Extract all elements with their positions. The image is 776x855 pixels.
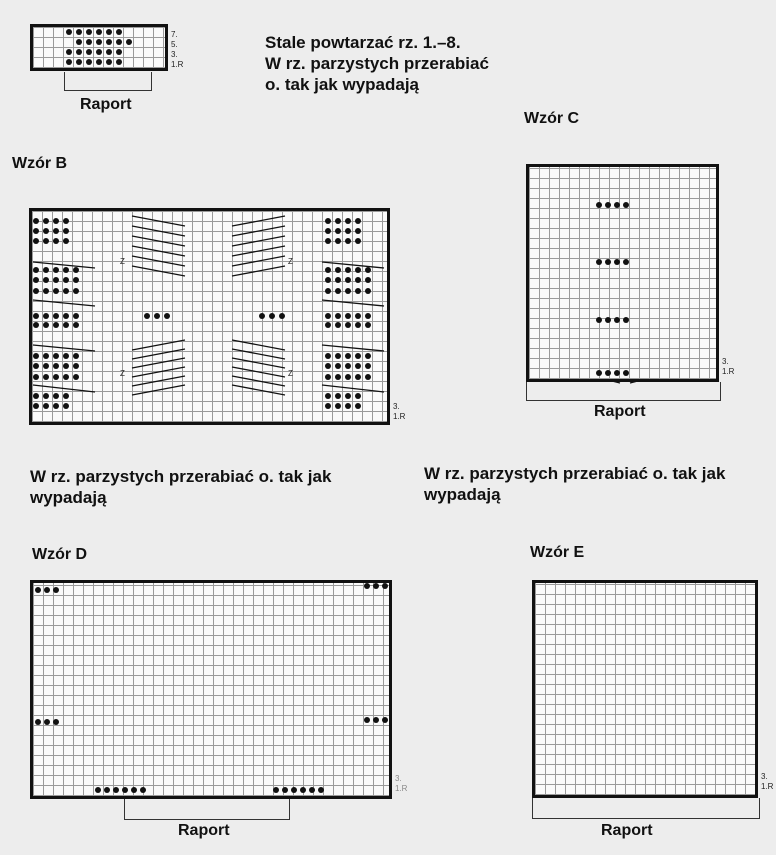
chart-b-z-mark-4: Z xyxy=(288,369,293,378)
chart-d-dot xyxy=(318,787,324,793)
chart-b-dot xyxy=(269,313,275,319)
chart-b-dot xyxy=(345,288,351,294)
cable-stroke xyxy=(33,385,95,392)
chart-b-dot xyxy=(335,277,341,283)
chart-b-dot xyxy=(345,393,351,399)
chart-a-row-label-5: 5. xyxy=(171,40,178,49)
chart-b-dot xyxy=(43,403,49,409)
chart-d-dot xyxy=(373,717,379,723)
chart-d-dot xyxy=(382,717,388,723)
cable-stroke xyxy=(232,216,285,226)
chart-c-dot xyxy=(596,202,602,208)
chart-d-dot xyxy=(131,787,137,793)
chart-b-dot xyxy=(325,228,331,234)
chart-b-dot xyxy=(43,322,49,328)
chart-a-dot xyxy=(76,29,82,35)
chart-b-dot xyxy=(325,374,331,380)
chart-b-dot xyxy=(73,353,79,359)
chart-b-dot xyxy=(63,393,69,399)
chart-b-dot xyxy=(325,313,331,319)
chart-c-raport-bracket xyxy=(526,382,721,401)
chart-b-z-mark-1: Z xyxy=(120,257,125,266)
chart-a-note-line-1: Stale powtarzać rz. 1.–8. xyxy=(265,33,461,52)
chart-e-row-label-1r: 1.R xyxy=(761,782,774,791)
chart-b-dot xyxy=(355,374,361,380)
chart-b-dot xyxy=(365,288,371,294)
chart-e-row-label-3: 3. xyxy=(761,772,768,781)
chart-b-dot xyxy=(33,403,39,409)
chart-a-dot xyxy=(76,49,82,55)
chart-b-dot xyxy=(63,403,69,409)
chart-c-dot xyxy=(596,259,602,265)
chart-b-dot xyxy=(43,218,49,224)
chart-c-raport-label: Raport xyxy=(594,403,646,420)
chart-b-dot xyxy=(335,374,341,380)
chart-b-note: W rz. parzystych przerabiać o. tak jak wypadają xyxy=(30,467,332,507)
chart-a-dot xyxy=(116,39,122,45)
chart-b-dot xyxy=(33,393,39,399)
chart-b-dot xyxy=(335,363,341,369)
chart-a-row-label-7: 7. xyxy=(171,30,178,39)
chart-c-dot xyxy=(623,317,629,323)
chart-c-note-line-2: wypadają xyxy=(424,485,501,504)
chart-b-dot xyxy=(43,353,49,359)
chart-b-dot xyxy=(63,267,69,273)
chart-b-dot xyxy=(355,363,361,369)
chart-b-dot xyxy=(33,322,39,328)
chart-b-dot xyxy=(33,218,39,224)
chart-b-dot xyxy=(355,218,361,224)
chart-b-dot xyxy=(73,277,79,283)
chart-b-dot xyxy=(73,363,79,369)
chart-e-raport-label: Raport xyxy=(601,822,653,839)
chart-b-dot xyxy=(33,228,39,234)
chart-b-dot xyxy=(355,353,361,359)
chart-b-dot xyxy=(365,363,371,369)
chart-d-raport-label: Raport xyxy=(178,822,230,839)
chart-b-dot xyxy=(33,353,39,359)
chart-b-dot xyxy=(335,313,341,319)
chart-b-dot xyxy=(53,288,59,294)
chart-a-dot xyxy=(86,29,92,35)
cable-stroke xyxy=(232,385,285,395)
chart-b-dot xyxy=(355,228,361,234)
chart-b-dot xyxy=(53,322,59,328)
chart-c-dot xyxy=(623,202,629,208)
cable-stroke xyxy=(232,246,285,256)
cable-stroke xyxy=(322,345,384,351)
chart-a-dot xyxy=(96,29,102,35)
chart-b-dot xyxy=(154,313,160,319)
chart-b-dot xyxy=(63,228,69,234)
chart-a-dot xyxy=(106,59,112,65)
chart-b-z-mark-3: Z xyxy=(120,369,125,378)
chart-d-dot xyxy=(53,719,59,725)
chart-d-dot xyxy=(382,583,388,589)
chart-b-dot xyxy=(355,277,361,283)
chart-b-dot xyxy=(43,267,49,273)
chart-c-dot xyxy=(614,202,620,208)
chart-b-dot xyxy=(53,267,59,273)
chart-c-dot xyxy=(614,370,620,376)
chart-b-dot xyxy=(73,374,79,380)
chart-b-dot xyxy=(63,218,69,224)
chart-b-dot xyxy=(63,374,69,380)
chart-b-dot xyxy=(345,218,351,224)
chart-b-dot xyxy=(365,277,371,283)
chart-c-dot xyxy=(605,259,611,265)
chart-b-dot xyxy=(63,353,69,359)
chart-b-dot xyxy=(325,288,331,294)
chart-b-dot xyxy=(335,218,341,224)
chart-d-dot xyxy=(291,787,297,793)
chart-b-dot xyxy=(335,393,341,399)
chart-b-dot xyxy=(355,267,361,273)
cable-stroke xyxy=(232,376,285,386)
chart-b-dot xyxy=(43,228,49,234)
chart-b-dot xyxy=(335,267,341,273)
chart-a-dot xyxy=(96,59,102,65)
chart-a-dot xyxy=(116,29,122,35)
chart-b-dot xyxy=(335,228,341,234)
chart-b-dot xyxy=(345,313,351,319)
chart-d-dot xyxy=(44,719,50,725)
chart-a-dot xyxy=(96,49,102,55)
chart-d-dot xyxy=(95,787,101,793)
chart-b-dot xyxy=(144,313,150,319)
chart-a-dot xyxy=(86,49,92,55)
cable-stroke xyxy=(33,300,95,306)
chart-b-row-label-1r: 1.R xyxy=(393,412,406,421)
chart-b-dot xyxy=(325,403,331,409)
chart-d-dot xyxy=(53,587,59,593)
chart-b-dot xyxy=(53,403,59,409)
chart-d-dot xyxy=(104,787,110,793)
chart-b-dot xyxy=(345,238,351,244)
chart-c-dot xyxy=(623,259,629,265)
chart-b-dot xyxy=(365,374,371,380)
chart-d-dot xyxy=(300,787,306,793)
chart-b-dot xyxy=(33,374,39,380)
chart-b-dot xyxy=(325,353,331,359)
chart-a-note-line-2: W rz. parzystych przerabiać xyxy=(265,54,489,73)
chart-a-dot xyxy=(116,49,122,55)
chart-b-dot xyxy=(33,288,39,294)
chart-c-title: Wzór C xyxy=(524,110,580,127)
chart-c-dot xyxy=(605,202,611,208)
chart-a-dot xyxy=(126,39,132,45)
chart-d-dot xyxy=(113,787,119,793)
chart-b-dot xyxy=(355,393,361,399)
chart-b-dot xyxy=(43,393,49,399)
chart-b-dot xyxy=(33,267,39,273)
chart-b-dot xyxy=(335,322,341,328)
chart-b-dot xyxy=(53,313,59,319)
chart-b-dot xyxy=(33,363,39,369)
chart-b-dot xyxy=(43,313,49,319)
chart-b-dot xyxy=(365,313,371,319)
cable-stroke xyxy=(132,385,185,395)
chart-a-raport-label: Raport xyxy=(80,96,132,113)
chart-b-dot xyxy=(33,313,39,319)
chart-a-dot xyxy=(96,39,102,45)
chart-e-grid xyxy=(532,580,758,798)
chart-d-dot xyxy=(364,717,370,723)
chart-b-dot xyxy=(63,277,69,283)
chart-b-dot xyxy=(345,363,351,369)
chart-b-dot xyxy=(365,267,371,273)
chart-b-dot xyxy=(325,218,331,224)
chart-b-dot xyxy=(325,238,331,244)
chart-a-row-label-1r: 1.R xyxy=(171,60,184,69)
chart-b-dot xyxy=(53,277,59,283)
chart-a-dot xyxy=(116,59,122,65)
chart-c-grid xyxy=(526,164,719,382)
chart-a-dot xyxy=(66,49,72,55)
cable-stroke xyxy=(132,349,185,359)
chart-d-dot xyxy=(282,787,288,793)
chart-b-dot xyxy=(345,322,351,328)
chart-d-dot xyxy=(44,587,50,593)
chart-b-dot xyxy=(73,322,79,328)
cable-stroke xyxy=(322,300,384,306)
chart-d-dot xyxy=(364,583,370,589)
chart-a-dot xyxy=(86,59,92,65)
chart-b-dot xyxy=(164,313,170,319)
cable-stroke xyxy=(232,349,285,359)
chart-c-dot xyxy=(623,370,629,376)
chart-b-dot xyxy=(43,277,49,283)
chart-b-dot xyxy=(73,267,79,273)
chart-d-row-label-1r: 1.R xyxy=(395,784,408,793)
chart-b-dot xyxy=(355,238,361,244)
chart-d-dot xyxy=(140,787,146,793)
chart-b-dot xyxy=(63,313,69,319)
chart-b-dot xyxy=(63,322,69,328)
chart-d-grid xyxy=(30,580,392,799)
cable-stroke xyxy=(232,226,285,236)
chart-d-dot xyxy=(309,787,315,793)
chart-c-dot xyxy=(596,317,602,323)
chart-b-dot xyxy=(335,403,341,409)
chart-b-dot xyxy=(43,374,49,380)
cable-stroke xyxy=(232,236,285,246)
chart-b-dot xyxy=(365,322,371,328)
chart-b-dot xyxy=(345,403,351,409)
chart-b-dot xyxy=(53,353,59,359)
cable-stroke xyxy=(232,367,285,377)
cable-stroke xyxy=(132,256,185,266)
cable-stroke xyxy=(322,385,384,392)
chart-b-title: Wzór B xyxy=(12,155,68,172)
chart-c-row-label-1r: 1.R xyxy=(722,367,735,376)
chart-c-dot xyxy=(605,370,611,376)
chart-a-dot xyxy=(86,39,92,45)
chart-c-dot xyxy=(614,259,620,265)
chart-c-dot xyxy=(614,317,620,323)
chart-b-dot xyxy=(53,374,59,380)
chart-b-dot xyxy=(325,277,331,283)
chart-b-dot xyxy=(53,393,59,399)
chart-d-title: Wzór D xyxy=(32,546,88,563)
chart-b-dot xyxy=(53,228,59,234)
chart-b-dot xyxy=(63,363,69,369)
chart-b-dot xyxy=(43,238,49,244)
chart-a-dot xyxy=(106,29,112,35)
chart-a-dot xyxy=(76,39,82,45)
cable-stroke xyxy=(132,376,185,386)
cable-stroke xyxy=(132,358,185,368)
chart-b-dot xyxy=(43,363,49,369)
chart-b-dot xyxy=(345,267,351,273)
cable-stroke xyxy=(232,340,285,350)
cable-stroke xyxy=(132,246,185,256)
chart-b-dot xyxy=(73,288,79,294)
cable-stroke xyxy=(232,266,285,276)
chart-e-title: Wzór E xyxy=(530,544,585,561)
chart-b-dot xyxy=(365,353,371,359)
chart-d-dot xyxy=(35,587,41,593)
chart-b-dot xyxy=(355,288,361,294)
chart-e-raport-bracket xyxy=(532,798,760,819)
cable-stroke xyxy=(232,256,285,266)
chart-b-dot xyxy=(345,353,351,359)
chart-d-dot xyxy=(35,719,41,725)
chart-b-dot xyxy=(345,374,351,380)
chart-c-dot xyxy=(596,370,602,376)
chart-d-dot xyxy=(122,787,128,793)
chart-d-dot xyxy=(273,787,279,793)
chart-b-dot xyxy=(53,218,59,224)
cable-stroke xyxy=(132,236,185,246)
chart-c-note-line-1: W rz. parzystych przerabiać o. tak jak xyxy=(424,464,726,483)
cable-stroke xyxy=(132,367,185,377)
chart-a-row-label-3: 3. xyxy=(171,50,178,59)
chart-c-dot xyxy=(605,317,611,323)
chart-b-dot xyxy=(279,313,285,319)
chart-b-dot xyxy=(355,322,361,328)
chart-a-note-line-3: o. tak jak wypadają xyxy=(265,75,420,94)
cable-stroke xyxy=(132,340,185,350)
cable-stroke xyxy=(132,226,185,236)
chart-b-dot xyxy=(345,228,351,234)
chart-b-z-mark-2: Z xyxy=(288,257,293,266)
chart-d-dot xyxy=(373,583,379,589)
chart-b-dot xyxy=(43,288,49,294)
cable-stroke xyxy=(322,262,384,268)
cable-stroke xyxy=(232,358,285,368)
chart-b-dot xyxy=(325,322,331,328)
chart-b-dot xyxy=(345,277,351,283)
chart-b-row-label-3: 3. xyxy=(393,402,400,411)
chart-b-dot xyxy=(259,313,265,319)
chart-b-dot xyxy=(63,288,69,294)
chart-a-dot xyxy=(76,59,82,65)
chart-b-dot xyxy=(335,353,341,359)
chart-a-dot xyxy=(66,59,72,65)
chart-b-dot xyxy=(335,288,341,294)
chart-a-dot xyxy=(106,39,112,45)
cable-stroke xyxy=(33,345,95,351)
chart-b-dot xyxy=(33,238,39,244)
chart-b-dot xyxy=(325,363,331,369)
chart-b-dot xyxy=(53,363,59,369)
chart-b-dot xyxy=(355,313,361,319)
cable-stroke xyxy=(132,216,185,226)
chart-b-dot xyxy=(355,403,361,409)
chart-c-row-label-3: 3. xyxy=(722,357,729,366)
chart-b-dot xyxy=(33,277,39,283)
chart-b-dot xyxy=(325,267,331,273)
chart-a-dot xyxy=(66,29,72,35)
chart-d-row-label-3: 3. xyxy=(395,774,402,783)
cable-stroke xyxy=(132,266,185,276)
chart-b-dot xyxy=(73,313,79,319)
chart-b-dot xyxy=(63,238,69,244)
chart-b-dot xyxy=(325,393,331,399)
chart-a-dot xyxy=(106,49,112,55)
chart-b-dot xyxy=(335,238,341,244)
chart-d-raport-bracket xyxy=(124,799,290,820)
chart-b-dot xyxy=(53,238,59,244)
